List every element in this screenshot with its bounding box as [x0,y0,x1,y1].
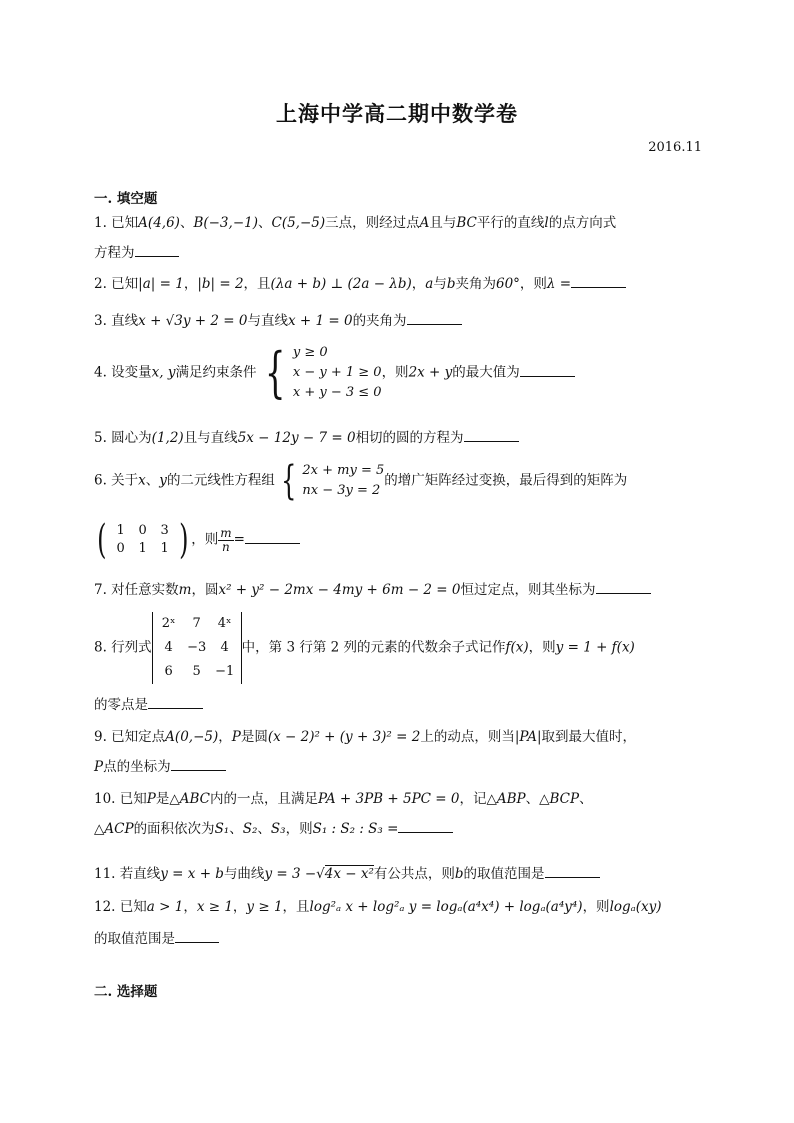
question-8: 8. 行列式 2ˣ 7 4ˣ 4 −3 4 6 5 −1 中，第 3 行第 2 列的元素的代数余子式记作f(x)，则y = 1 + f(x) [94,612,635,684]
question-3: 3. 直线x + √3y + 2 = 0与直线x + 1 = 0的夹角为 [94,311,462,331]
question-4: 4. 设变量x, y满足约束条件 { y ≥ 0 x − y + 1 ≥ 0 x + y − 3 ≤ 0 ，则2x + y的最大值为 [94,343,575,403]
answer-blank[interactable] [571,275,626,288]
answer-blank[interactable] [464,429,519,442]
answer-blank[interactable] [245,531,300,544]
page-title: 上海中学高二期中数学卷 [276,101,518,126]
question-9: 9. 已知定点A(0,−5)，P是圆(x − 2)² + (y + 3)² = 2上的动点，则当|PA|取到最大值时， [94,729,637,745]
constraint-system: { y ≥ 0 x − y + 1 ≥ 0 x + y − 3 ≤ 0 [264,341,382,404]
answer-blank[interactable] [398,820,453,833]
question-6: 6. 关于x、y的二元线性方程组 { 2x + my = 5 nx − 3y = 2 的增广矩阵经过变换，最后得到的矩阵为 [94,458,628,504]
question-1: 1. 已知A(4,6)、B(−3,−1)、C(5,−5)三点，则经过点A且与BC平行的直线l的点方向式 [94,215,617,231]
answer-blank[interactable] [545,865,600,878]
question-11: 11. 若直线y = x + b与曲线y = 3 −√4x − x²有公共点，则b的取值范围是 [94,864,600,884]
question-7: 7. 对任意实数m，圆x² + y² − 2mx − 4my + 6m − 2 = 0恒过定点，则其坐标为 [94,580,651,600]
question-1-line-2: 方程为 [94,243,179,263]
question-10-line-2: △ACP的面积依次为S₁、S₂、S₃，则S₁ : S₂ : S₃ = [94,819,453,839]
exam-date: 2016.11 [648,140,702,155]
question-12-line-2: 的取值范围是 [94,929,219,949]
sqrt-sign: √ [316,866,325,882]
question-2: 2. 已知|a| = 1，|b| = 2，且(λa + b) ⊥ (2a − λb)，a与b夹角为60°，则λ = [94,274,626,294]
determinant: 2ˣ 7 4ˣ 4 −3 4 6 5 −1 [152,612,242,684]
answer-blank[interactable] [407,312,462,325]
fraction-m-over-n: $\frac{m}{n}$ [220,525,232,554]
question-6-line-2: ( 1 0 3 0 1 1 ) ，则 $\frac{m}{n}$ = [94,520,300,560]
question-10: 10. 已知P是△ABC内的一点，且满足PA + 3PB + 5PC = 0，记△ABP、△BCP、 [94,791,593,807]
question-5: 5. 圆心为(1,2)且与直线5x − 12y − 7 = 0相切的圆的方程为 [94,428,519,448]
answer-blank[interactable] [520,364,575,377]
question-8-line-2: 的零点是 [94,695,203,715]
question-12: 12. 已知a > 1，x ≥ 1，y ≥ 1，且log²ₐ x + log²ₐ y = logₐ(a⁴x⁴) + logₐ(a⁴y⁴)，则logₐ(xy) [94,899,662,915]
linear-system: { 2x + my = 5 nx − 3y = 2 [281,458,385,504]
answer-blank[interactable] [596,581,651,594]
answer-blank[interactable] [175,930,219,943]
answer-blank[interactable] [171,758,226,771]
answer-blank[interactable] [148,696,203,709]
section-multiple-choice: 二. 选择题 [94,984,158,1000]
result-matrix: ( 1 0 3 0 1 1 ) [97,517,189,563]
answer-blank[interactable] [135,244,179,257]
section-fill-in: 一. 填空题 [94,191,158,207]
question-9-line-2: P点的坐标为 [94,757,226,777]
